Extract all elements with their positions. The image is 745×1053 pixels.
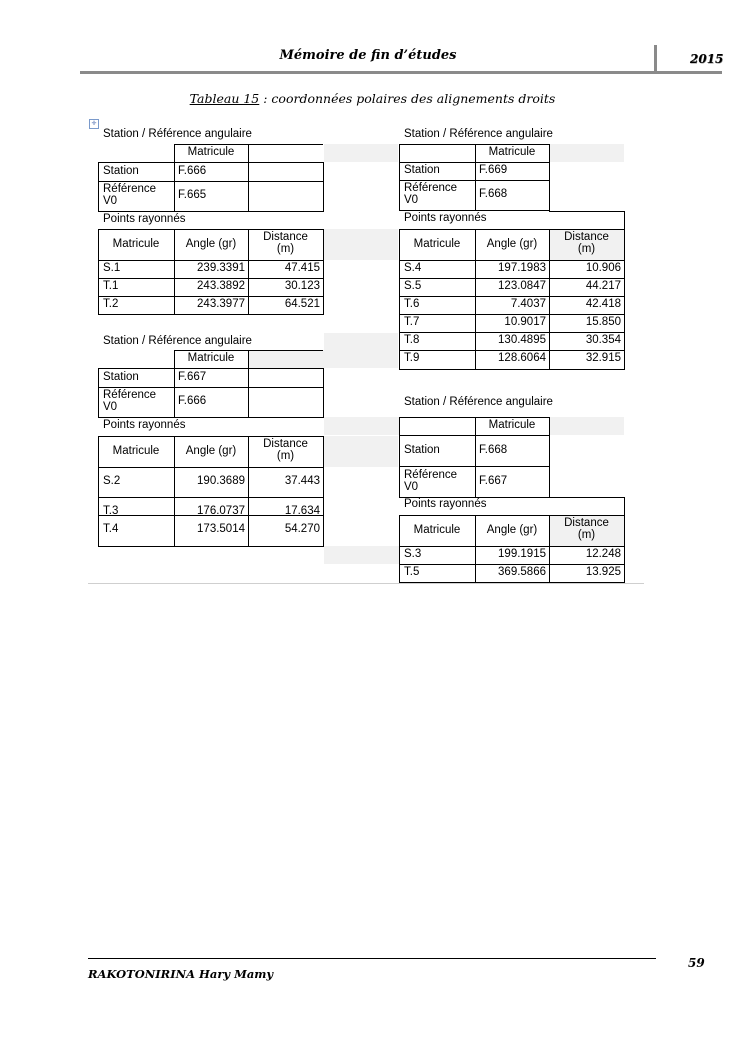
- table-grid-line: [399, 435, 549, 436]
- reference-value: F.666: [178, 395, 207, 407]
- table-grid-line: [549, 417, 550, 498]
- cell-matricule: T.9: [404, 352, 420, 364]
- station-value: F.666: [178, 165, 207, 177]
- cell-distance: 15.850: [585, 316, 621, 328]
- cell-angle: 173.5014: [197, 523, 245, 535]
- table-grid-line: [624, 515, 625, 583]
- cell-angle: 123.0847: [498, 280, 546, 292]
- row-label-station: Station: [404, 444, 440, 456]
- empty-cell-shade: [324, 144, 398, 162]
- row-label-station: Station: [103, 371, 139, 383]
- station-reference-title: Station / Référence angulaire: [404, 396, 553, 408]
- table-grid-line: [549, 144, 550, 211]
- cell-angle: 199.1915: [498, 548, 546, 560]
- table-grid-line: [323, 162, 324, 212]
- table-grid-line: [399, 546, 624, 547]
- table-grid-line: [323, 368, 324, 418]
- table-grid-line: [475, 144, 549, 145]
- table-grid-line: [399, 369, 624, 370]
- table-grid-line: [248, 350, 249, 418]
- header-rule: [80, 71, 722, 74]
- empty-cell-shade: [324, 333, 398, 350]
- station-reference-title: Station / Référence angulaire: [103, 335, 252, 347]
- cell-angle: 7.4037: [510, 298, 546, 310]
- empty-cell-shade: [248, 350, 324, 368]
- empty-cell-shade: [324, 436, 398, 467]
- table-grid-line: [399, 180, 549, 181]
- column-header-matricule: Matricule: [488, 146, 536, 158]
- column-header-angle: Angle (gr): [185, 445, 237, 457]
- table-grid-line: [399, 435, 400, 498]
- table-grid-line: [98, 229, 323, 230]
- empty-cell-shade: [324, 229, 398, 260]
- table-grid-line: [98, 211, 323, 212]
- caption-text: : coordonnées polaires des alignements droits: [259, 91, 556, 106]
- reference-value: F.665: [178, 189, 207, 201]
- table-grid-line: [248, 144, 249, 212]
- column-header-angle: Angle (gr): [486, 238, 538, 250]
- table-grid-line: [399, 144, 475, 145]
- row-label-reference: Référence: [404, 182, 458, 194]
- cell-matricule: S.1: [103, 262, 121, 274]
- table-move-handle-icon[interactable]: ✛: [89, 119, 99, 129]
- table-grid-line: [624, 497, 625, 515]
- cell-angle: 10.9017: [504, 316, 546, 328]
- column-header-angle: Angle (gr): [486, 524, 538, 536]
- row-label-reference: V0: [404, 194, 419, 206]
- cell-distance: 44.217: [585, 280, 621, 292]
- cell-angle: 130.4895: [498, 334, 546, 346]
- station-reference-title: Station / Référence angulaire: [404, 128, 553, 140]
- table-grid-line: [624, 229, 625, 370]
- table-grid-line: [399, 144, 400, 162]
- cell-distance: 17.634: [284, 505, 320, 517]
- page-header-title: Mémoire de fin d’études: [279, 48, 457, 63]
- table-grid-line: [98, 181, 323, 182]
- table-grid-line: [399, 417, 475, 418]
- column-header-matricule: Matricule: [488, 419, 536, 431]
- table-grid-line: [399, 296, 624, 297]
- caption-label: Tableau 15: [189, 91, 260, 106]
- station-value: F.668: [479, 444, 508, 456]
- column-header-matricule: Matricule: [112, 445, 160, 457]
- table-grid-line: [624, 211, 625, 229]
- table-grid-line: [98, 497, 323, 498]
- column-header-distance: (m): [577, 243, 596, 255]
- cell-matricule: T.7: [404, 316, 420, 328]
- row-label-reference: Référence: [103, 389, 157, 401]
- cell-angle: 239.3391: [197, 262, 245, 274]
- table-grid-line: [549, 497, 624, 498]
- table-grid-line: [399, 350, 624, 351]
- table-grid-line: [98, 417, 323, 418]
- cell-matricule: S.5: [404, 280, 422, 292]
- station-reference-title: Station / Référence angulaire: [103, 128, 252, 140]
- cell-matricule: T.2: [103, 298, 119, 310]
- cell-distance: 42.418: [585, 298, 621, 310]
- cell-distance: 64.521: [284, 298, 320, 310]
- table-grid-line: [399, 515, 624, 516]
- table-grid-line: [323, 436, 324, 547]
- cell-matricule: S.2: [103, 475, 121, 487]
- points-rayonnes-label: Points rayonnés: [404, 212, 487, 224]
- table-grid-line: [98, 467, 323, 468]
- table-grid-line: [399, 162, 549, 163]
- table-grid-line: [98, 314, 323, 315]
- row-label-reference: Référence: [103, 183, 157, 195]
- row-label-station: Station: [404, 164, 440, 176]
- cell-angle: 369.5866: [498, 566, 546, 578]
- table-grid-line: [399, 417, 400, 435]
- column-header-distance: Distance: [263, 438, 308, 450]
- column-header-angle: Angle (gr): [185, 238, 237, 250]
- empty-cell-shade: [549, 144, 624, 162]
- table-grid-line: [399, 466, 549, 467]
- points-rayonnes-label: Points rayonnés: [404, 498, 487, 510]
- column-header-matricule: Matricule: [112, 238, 160, 250]
- column-header-distance: (m): [577, 529, 596, 541]
- empty-cell-shade: [549, 417, 624, 435]
- cell-matricule: T.5: [404, 566, 420, 578]
- header-separator: [654, 45, 657, 74]
- table-grid-line: [399, 564, 624, 565]
- cell-angle: 243.3977: [197, 298, 245, 310]
- cell-distance: 37.443: [284, 475, 320, 487]
- table-grid-line: [98, 436, 323, 437]
- cell-angle: 190.3689: [197, 475, 245, 487]
- table-grid-line: [98, 368, 323, 369]
- cell-angle: 197.1983: [498, 262, 546, 274]
- cell-distance: 32.915: [585, 352, 621, 364]
- points-rayonnes-label: Points rayonnés: [103, 213, 186, 225]
- footer-author: RAKOTONIRINA Hary Mamy: [88, 967, 274, 981]
- cell-distance: 30.123: [284, 280, 320, 292]
- cell-distance: 30.354: [585, 334, 621, 346]
- table-grid-line: [549, 211, 624, 212]
- table-grid-line: [399, 278, 624, 279]
- row-label-reference: V0: [103, 401, 118, 413]
- reference-value: F.667: [479, 475, 508, 487]
- row-label-reference: V0: [103, 195, 118, 207]
- row-label-reference: V0: [404, 481, 419, 493]
- station-value: F.667: [178, 371, 207, 383]
- station-value: F.669: [479, 164, 508, 176]
- cell-matricule: T.1: [103, 280, 119, 292]
- empty-cell-shade: [324, 546, 399, 564]
- cell-distance: 54.270: [284, 523, 320, 535]
- cell-distance: 10.906: [585, 262, 621, 274]
- column-header-distance: (m): [276, 450, 295, 462]
- table-grid-line: [399, 229, 400, 370]
- table-grid-line: [98, 368, 99, 418]
- column-header-distance: Distance: [564, 231, 609, 243]
- table-grid-line: [399, 260, 624, 261]
- column-header-distance: (m): [276, 243, 295, 255]
- table-grid-line: [399, 210, 549, 211]
- table-grid-line: [98, 162, 99, 212]
- cell-matricule: T.4: [103, 523, 119, 535]
- table-grid-line: [98, 546, 323, 547]
- table-grid-line: [98, 296, 323, 297]
- cell-distance: 12.248: [585, 548, 621, 560]
- table-grid-line: [399, 229, 624, 230]
- table-grid-line: [399, 314, 624, 315]
- table-grid-line: [98, 162, 323, 163]
- page-number: 59: [688, 956, 705, 970]
- column-header-distance: Distance: [263, 231, 308, 243]
- table-grid-line: [98, 260, 323, 261]
- table-grid-line: [323, 229, 324, 315]
- cell-distance: 13.925: [585, 566, 621, 578]
- column-header-matricule: Matricule: [187, 146, 235, 158]
- empty-cell-shade: [324, 417, 399, 435]
- table-grid-line: [399, 332, 624, 333]
- cell-matricule: T.6: [404, 298, 420, 310]
- cell-matricule: S.3: [404, 548, 422, 560]
- row-label-reference: Référence: [404, 469, 458, 481]
- empty-cell-shade: [324, 350, 398, 368]
- column-header-matricule: Matricule: [187, 352, 235, 364]
- footer-rule: [88, 958, 656, 959]
- table-bottom-rule: [88, 583, 644, 584]
- cell-matricule: S.4: [404, 262, 422, 274]
- page-header-year: 2015: [690, 52, 724, 66]
- column-header-distance: Distance: [564, 517, 609, 529]
- cell-distance: 47.415: [284, 262, 320, 274]
- cell-angle: 128.6064: [498, 352, 546, 364]
- cell-angle: 243.3892: [197, 280, 245, 292]
- cell-angle: 176.0737: [197, 505, 245, 517]
- row-label-station: Station: [103, 165, 139, 177]
- table-grid-line: [475, 417, 549, 418]
- column-header-matricule: Matricule: [413, 524, 461, 536]
- table-grid-line: [98, 278, 323, 279]
- table-caption: [0, 91, 745, 106]
- points-rayonnes-label: Points rayonnés: [103, 419, 186, 431]
- table-grid-line: [98, 387, 323, 388]
- column-header-matricule: Matricule: [413, 238, 461, 250]
- cell-matricule: T.8: [404, 334, 420, 346]
- table-grid-line: [399, 162, 400, 211]
- reference-value: F.668: [479, 188, 508, 200]
- cell-matricule: T.3: [103, 505, 119, 517]
